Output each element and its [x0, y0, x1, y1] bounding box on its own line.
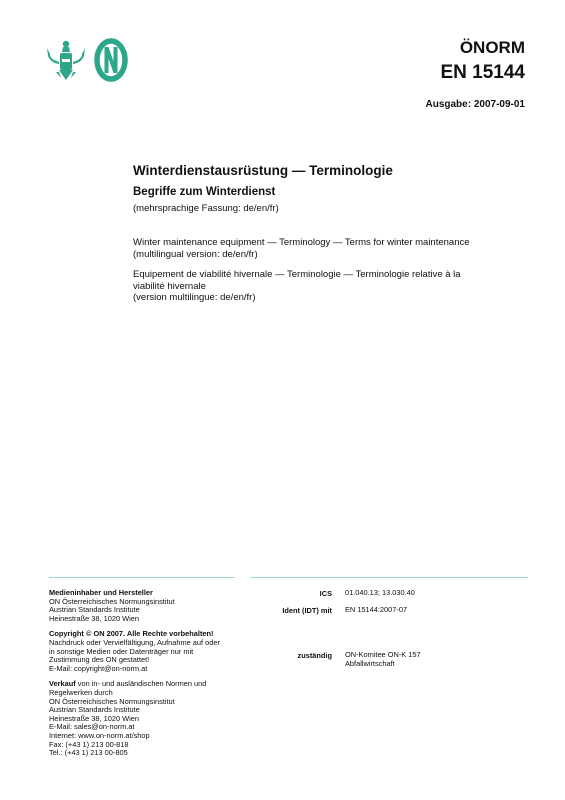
- divider-right: [250, 577, 528, 578]
- responsible-label: zuständig: [297, 651, 332, 660]
- ics-label: ICS: [319, 589, 332, 598]
- responsible-line: ON-Komitee ON-K 157: [345, 650, 421, 659]
- sales-line: Regelwerken durch: [49, 687, 113, 697]
- title-french-line: (version multilingue: de/en/fr): [133, 292, 256, 303]
- owner-heading: Medieninhaber und Hersteller: [49, 588, 153, 597]
- owner-line: Austrian Standards Institute: [49, 605, 140, 615]
- copyright-line: Nachdruck oder Vervielfältigung, Aufnahme auf oder: [49, 637, 220, 647]
- standard-number: EN 15144: [440, 62, 525, 83]
- edition-date: Ausgabe: 2007-09-01: [425, 99, 525, 110]
- sales-email[interactable]: E-Mail: sales@on-norm.at: [49, 722, 135, 732]
- standard-name: ÖNORM: [459, 38, 525, 57]
- divider-left: [49, 577, 235, 578]
- owner-line: Heinestraße 38, 1020 Wien: [49, 613, 139, 623]
- sales-line: Heinestraße 38, 1020 Wien: [49, 713, 139, 723]
- title-english: [133, 237, 513, 260]
- responsible-line: Abfallwirtschaft: [345, 658, 395, 668]
- copyright-line: in sonstige Medien oder Datenträger nur mit: [49, 646, 194, 656]
- sales-heading: Verkauf: [49, 679, 76, 689]
- austrian-eagle-icon: [47, 41, 85, 80]
- ident-label: Ident (IDT) mit: [282, 606, 332, 615]
- title-french-line: Equipement de viabilité hivernale — Terminologie — Terminologie relative à la: [133, 269, 461, 280]
- title-german: Winterdienstausrüstung — Terminologie: [133, 163, 393, 178]
- on-monogram-icon: [97, 41, 125, 79]
- copyright-line: Zustimmung des ON gestattet!: [49, 655, 150, 665]
- sales-heading-rest: von in- und ausländischen Normen und: [75, 679, 207, 689]
- title-french-line: viabilité hivernale: [133, 280, 206, 292]
- owner-line: ON Österreichisches Normungsinstitut: [49, 596, 175, 606]
- copyright-heading: Copyright © ON 2007. Alle Rechte vorbehalten!: [49, 629, 214, 639]
- publisher-info: [49, 589, 249, 765]
- responsible-value: [345, 651, 421, 668]
- sales-phone: Tel.: (+43 1) 213 00-805: [49, 748, 128, 758]
- subtitle-german: Begriffe zum Winterdienst: [133, 186, 276, 198]
- ident-value: EN 15144:2007-07: [345, 605, 408, 614]
- title-french: [133, 269, 493, 304]
- sales-line: ON Österreichisches Normungsinstitut: [49, 696, 175, 706]
- title-english-line: Winter maintenance equipment — Terminology — Terms for winter maintenance: [133, 237, 470, 248]
- sales-fax: Fax: (+43 1) 213 00-818: [49, 739, 129, 749]
- sales-website[interactable]: Internet: www.on-norm.at/shop: [49, 730, 150, 740]
- copyright-email[interactable]: E-Mail: copyright@on-norm.at: [49, 663, 148, 673]
- ics-value: 01.040.13; 13.030.40: [345, 588, 415, 597]
- title-english-line: (multilingual version: de/en/fr): [133, 248, 258, 260]
- sales-block: [49, 680, 249, 757]
- logos: [45, 38, 129, 82]
- logo-group: [45, 38, 129, 82]
- version-german: (mehrsprachige Fassung: de/en/fr): [133, 203, 279, 214]
- sales-line: Austrian Standards Institute: [49, 705, 140, 715]
